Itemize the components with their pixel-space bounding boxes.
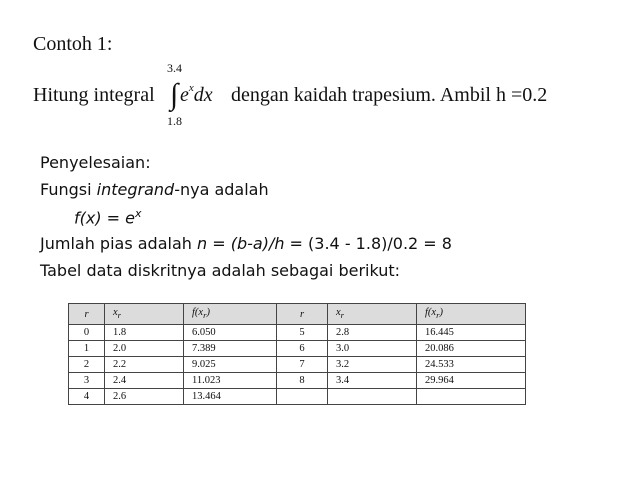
table-row (69, 373, 526, 389)
integral-upper-limit: 3.4 (167, 61, 182, 75)
cell-xr: 2.4 (105, 373, 184, 389)
segment-count-statement (40, 234, 452, 253)
cell-xr: 3.4 (328, 373, 417, 389)
cell-r: 8 (277, 373, 328, 389)
cell-r: 6 (277, 341, 328, 357)
cell-r: 0 (69, 325, 105, 341)
header-f-prefix: f(x (192, 307, 204, 319)
header-x-base-2: x (336, 307, 341, 319)
fx-rhs-exponent: x (135, 207, 142, 220)
header-f-prefix-2: f(x (425, 307, 437, 319)
table-row (69, 325, 526, 341)
problem-prefix: Hitung integral (33, 84, 155, 106)
cell-xr: 2.8 (328, 325, 417, 341)
cell-fxr: 11.023 (184, 373, 277, 389)
cell-fxr: 24.533 (417, 357, 526, 373)
cell-r (277, 389, 328, 405)
cell-fxr: 7.389 (184, 341, 277, 357)
cell-fxr: 20.086 (417, 341, 526, 357)
header-f-sub: r (203, 310, 207, 321)
cell-xr (328, 389, 417, 405)
integrand-exponent: x (188, 82, 194, 95)
function-suffix: -nya adalah (174, 180, 269, 199)
cell-r: 5 (277, 325, 328, 341)
cell-fxr (417, 389, 526, 405)
slide-title: Contoh 1: (33, 33, 113, 55)
integrand-base: e (180, 84, 189, 106)
table-row (69, 341, 526, 357)
function-formula (74, 207, 142, 227)
pias-prefix: Jumlah pias adalah (40, 234, 197, 253)
integral-lower-limit: 1.8 (167, 114, 182, 128)
table-header-row (69, 304, 526, 325)
table-intro: Tabel data diskritnya adalah sebagai berikut: (40, 261, 401, 280)
table-row (69, 357, 526, 373)
solution-heading: Penyelesaian: (40, 153, 151, 172)
cell-r: 4 (69, 389, 105, 405)
cell-fxr: 29.964 (417, 373, 526, 389)
function-italic-word: integrand (96, 180, 175, 199)
discrete-data-table (68, 303, 526, 405)
problem-suffix: dengan kaidah trapesium. Ambil h =0.2 (231, 84, 548, 106)
integrand-dx: dx (193, 84, 213, 106)
cell-xr: 1.8 (105, 325, 184, 341)
integral-sign-icon: ∫ (170, 78, 179, 111)
table-row (69, 389, 526, 405)
header-x-sub-2: r (340, 310, 345, 321)
cell-fxr: 13.464 (184, 389, 277, 405)
cell-r: 1 (69, 341, 105, 357)
header-fxr-2 (417, 304, 526, 325)
pias-result: = (3.4 - 1.8)/0.2 = 8 (284, 234, 452, 253)
function-statement (40, 180, 269, 199)
integrand (180, 84, 213, 107)
header-x-base: x (113, 307, 118, 319)
cell-fxr: 6.050 (184, 325, 277, 341)
header-f-suffix: ) (206, 307, 210, 319)
header-f-suffix-2: ) (439, 307, 443, 319)
pias-equals: = (207, 234, 231, 253)
cell-fxr: 9.025 (184, 357, 277, 373)
pias-n: n (197, 234, 208, 253)
fx-equals: = (101, 208, 126, 228)
fx-lhs: f(x) (74, 208, 102, 228)
header-fxr (184, 304, 277, 325)
cell-r: 7 (277, 357, 328, 373)
cell-xr: 2.0 (105, 341, 184, 357)
cell-xr: 3.2 (328, 357, 417, 373)
fx-rhs-base: e (125, 208, 136, 228)
cell-xr: 2.2 (105, 357, 184, 373)
pias-formula: (b-a)/h (230, 234, 285, 253)
header-r: r (69, 304, 105, 325)
header-xr-2 (328, 304, 417, 325)
cell-r: 3 (69, 373, 105, 389)
header-r-2: r (277, 304, 328, 325)
cell-xr: 3.0 (328, 341, 417, 357)
cell-r: 2 (69, 357, 105, 373)
cell-xr: 2.6 (105, 389, 184, 405)
header-f-sub-2: r (436, 310, 440, 321)
header-xr (105, 304, 184, 325)
header-x-sub: r (117, 310, 122, 321)
function-prefix: Fungsi (40, 180, 97, 199)
cell-fxr: 16.445 (417, 325, 526, 341)
